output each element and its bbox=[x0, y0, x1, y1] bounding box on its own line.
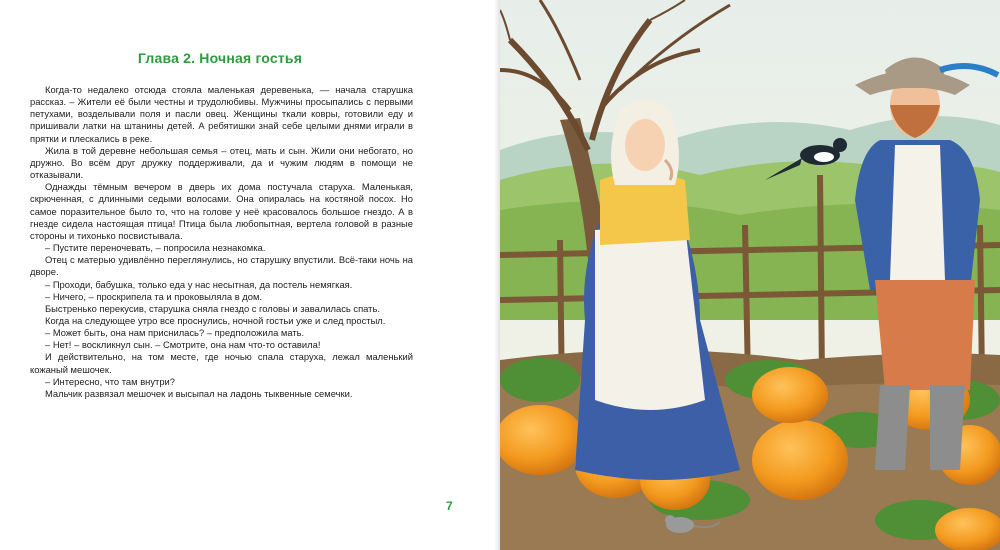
paragraph: Однажды тёмным вечером в дверь их дома постучала старуха. Маленькая, скрюченная, с длинными седыми волосами. Она опиралась на костяной посох. Но самое поразительное было то, что на голове у неё красовалось большое гнездо. А в гнезде сидела настоящая птица! Птица была любопытная, вертела головой в разные стороны и тихонько посвистывала. bbox=[30, 181, 413, 241]
page-number: 7 bbox=[446, 499, 453, 513]
paragraph: Когда на следующее утро все проснулись, ночной гостьи уже и след простыл. bbox=[45, 314, 386, 326]
paragraph: Жила в той деревне небольшая семья – отец, мать и сын. Жили они небогато, но дружно. Во всём друг дружку поддерживали, да и чужим людям в помощи не отказывали. bbox=[30, 144, 413, 181]
paragraph: Быстренько перекусив, старушка сняла гнездо с головы и завалилась спать. bbox=[45, 302, 380, 314]
paragraph: И действительно, на том месте, где ночью спала старуха, лежал маленький кожаный мешочек. bbox=[30, 351, 413, 375]
chapter-title: Глава 2. Ночная гостья bbox=[137, 50, 303, 66]
paragraph: – Интересно, что там внутри? bbox=[45, 375, 175, 387]
paragraph: Отец с матерью удивлённо переглянулись, но старушку впустили. Всё-таки ночь на дворе. bbox=[30, 254, 413, 278]
paragraph: – Проходи, бабушка, только еда у нас несытная, да постель немягкая. bbox=[45, 278, 353, 290]
paragraph: – Ничего, – проскрипела та и проковыляла в дом. bbox=[45, 290, 263, 302]
paragraph: – Может быть, она нам приснилась? – предположила мать. bbox=[45, 327, 305, 339]
paragraph: – Нет! – воскликнул сын. – Смотрите, она нам что-то оставила! bbox=[45, 339, 321, 351]
text-page bbox=[0, 0, 498, 550]
story-text bbox=[30, 84, 413, 400]
paragraph: – Пустите переночевать, – попросила незнакомка. bbox=[45, 242, 266, 254]
paragraph: Когда-то недалеко отсюда стояла маленькая деревенька, — начала старушка рассказ. – Жители её были честны и трудолюбивы. Мужчины просыпались с первыми петухами, возделывали поля и пасли овец. Женщины ткали ковры, готовили еду и пришивали латки на штанины детей. А ребятишки знай себе целыми днями играли в прятки и плескались в реке. bbox=[30, 84, 413, 144]
story-illustration bbox=[500, 0, 1000, 550]
paragraph: Мальчик развязал мешочек и высыпал на ладонь тыквенные семечки. bbox=[45, 387, 353, 399]
